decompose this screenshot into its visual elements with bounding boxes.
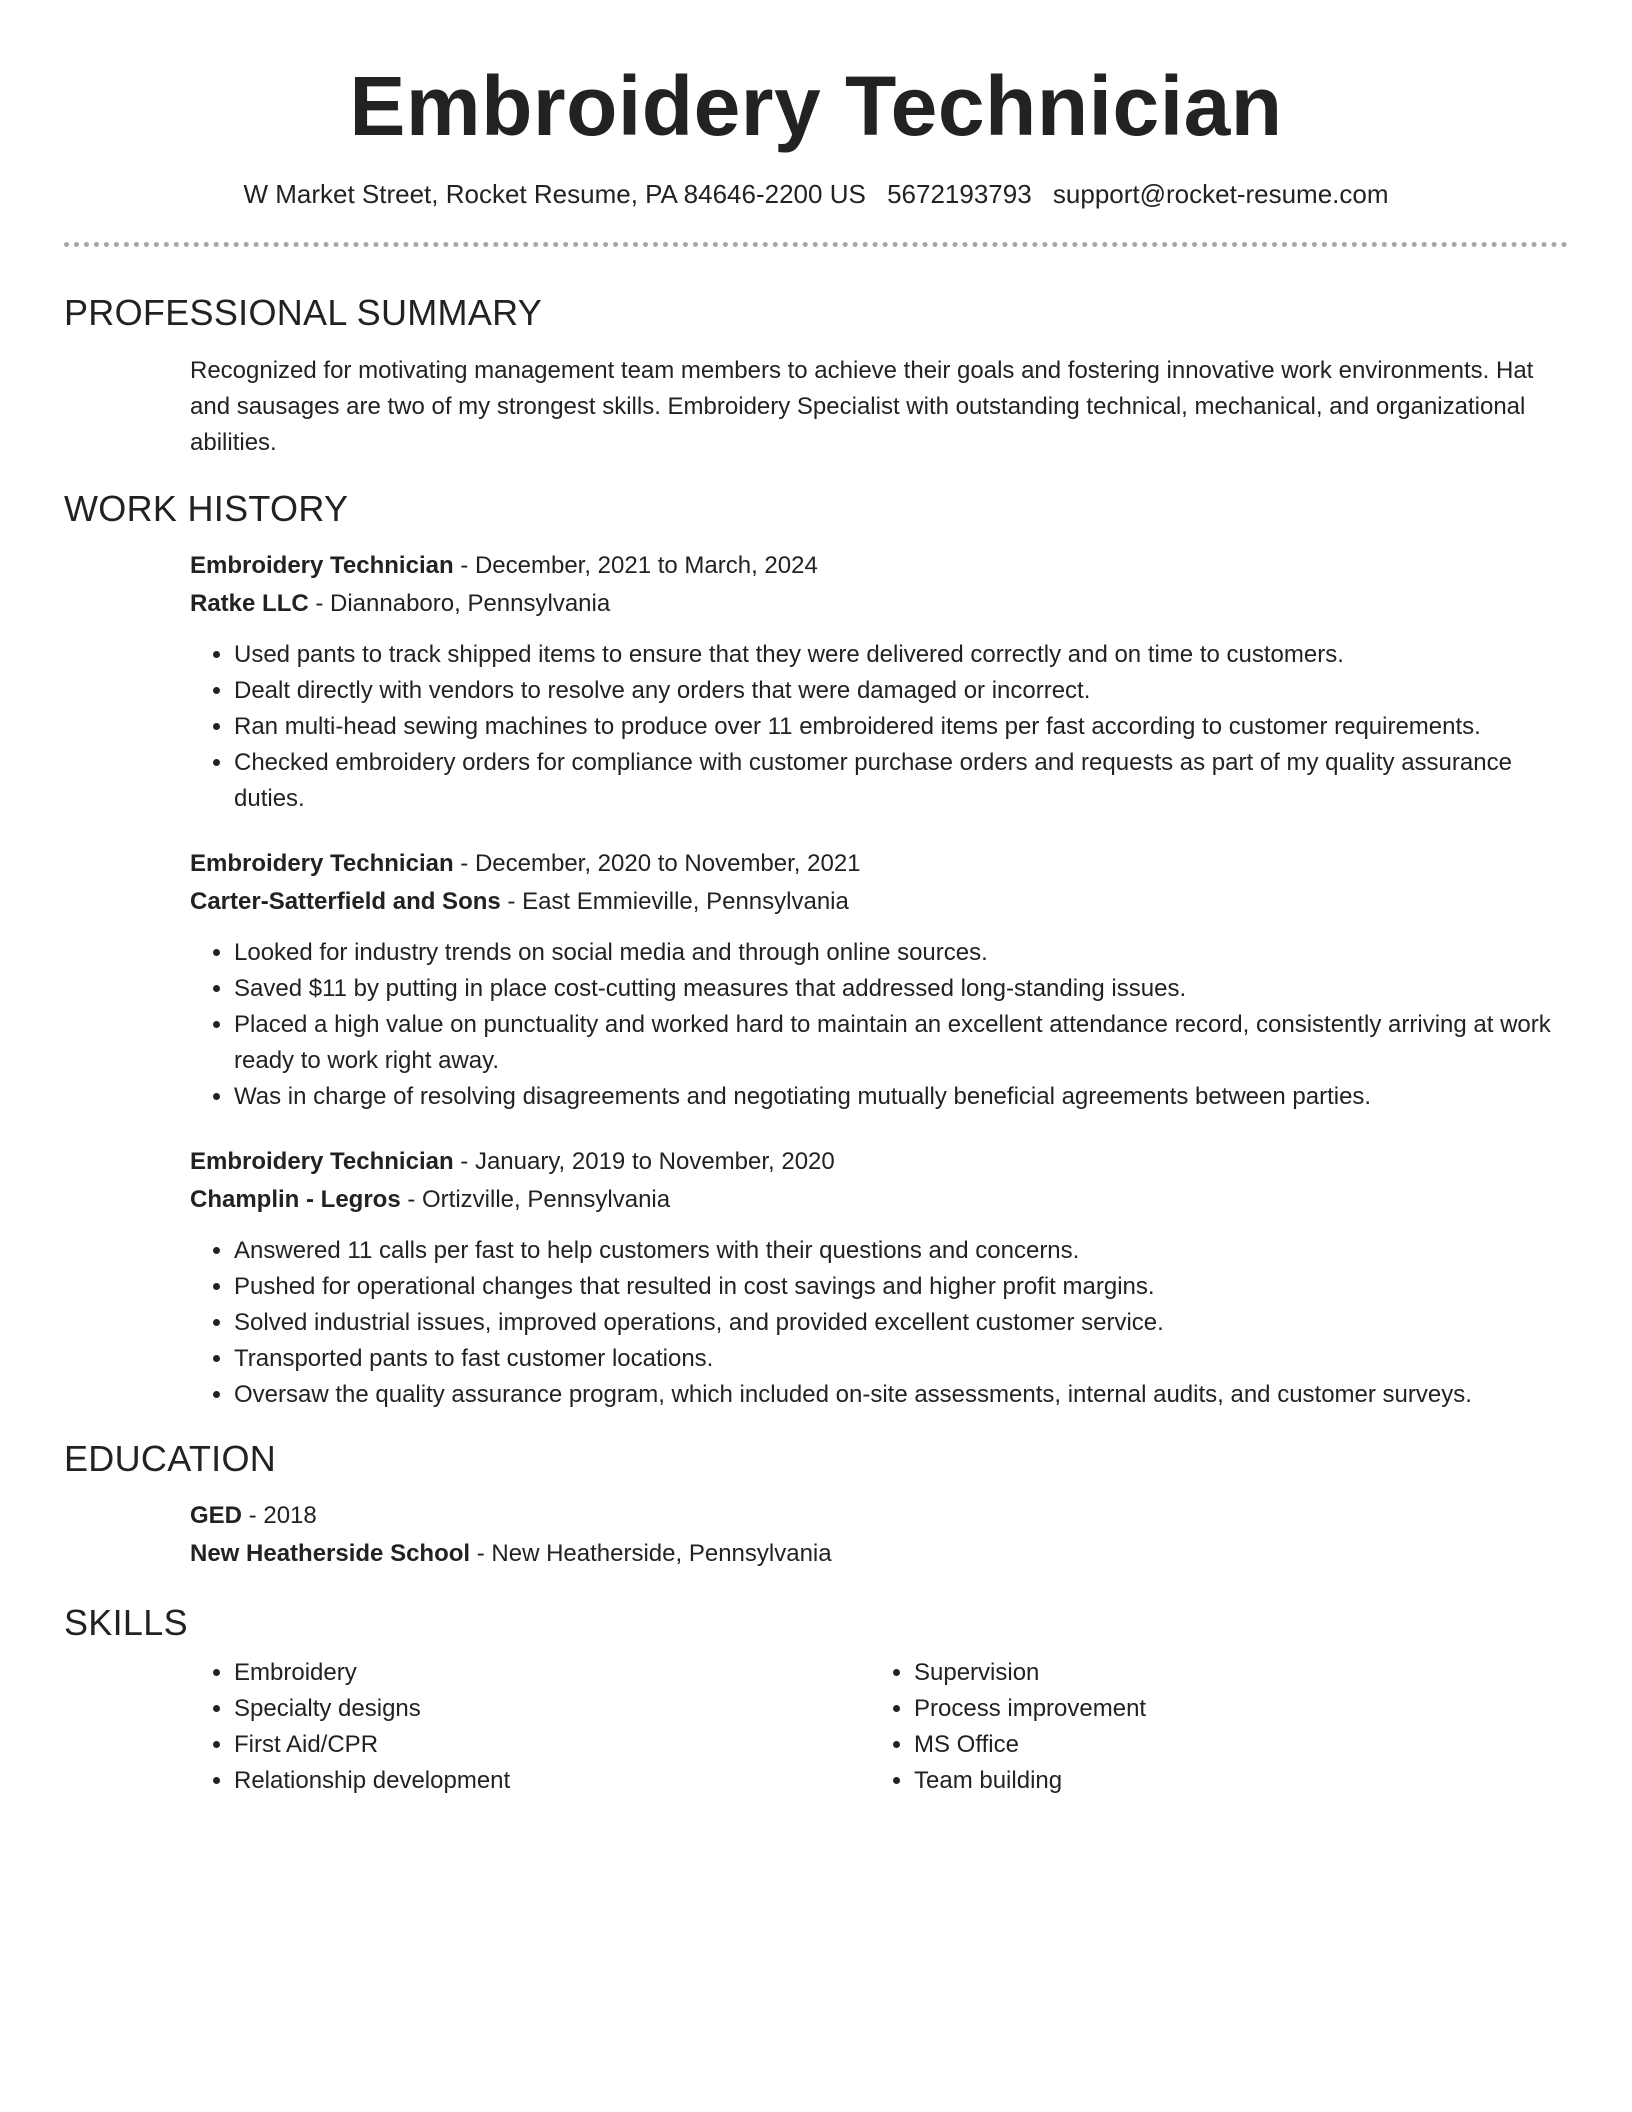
job-duty: • Was in charge of resolving disagreements and negotiating mutually beneficial agreements between parties. <box>234 1079 1568 1115</box>
job-duty: • Used pants to track shipped items to ensure that they were delivered correctly and on time to customers. <box>234 637 1568 673</box>
education-location: - New Heatherside, Pennsylvania <box>470 1540 832 1567</box>
job-company-line <box>190 883 1568 921</box>
job-duties-list <box>190 935 1568 1115</box>
skill-item: • Relationship development <box>234 1763 870 1799</box>
skills-section-title: SKILLS <box>64 1602 188 1643</box>
job-company: Ratke LLC <box>190 590 309 617</box>
skill-item: • Specialty designs <box>234 1691 870 1727</box>
work-history-section-title: WORK HISTORY <box>64 488 349 529</box>
job-position-line <box>190 845 1568 883</box>
job-duty: • Solved industrial issues, improved operations, and provided excellent customer service. <box>234 1305 1568 1341</box>
job-dates: - December, 2021 to March, 2024 <box>453 552 818 579</box>
skill-item: • Supervision <box>914 1655 1550 1691</box>
job-entry <box>190 845 1568 1115</box>
candidate-name: Embroidery Technician <box>349 59 1283 153</box>
education-section-title: EDUCATION <box>64 1438 277 1479</box>
contact-email: support@rocket-resume.com <box>1052 179 1389 209</box>
contact-phone: 5672193793 <box>887 179 1032 209</box>
contact-address: W Market Street, Rocket Resume, PA 84646-2200 US <box>243 179 866 209</box>
job-duties-list <box>190 637 1568 817</box>
summary-text: Recognized for motivating management team members to achieve their goals and fostering innovative work environments. Hat and sausages are two of my strongest skills. Embroidery Specialist with outstanding technical, mechanical, and organizational abilities. <box>190 357 1534 456</box>
job-position-line <box>190 547 1568 585</box>
education-school-line <box>190 1535 1568 1573</box>
job-dates: - January, 2019 to November, 2020 <box>453 1148 835 1175</box>
job-duty: • Looked for industry trends on social media and through online sources. <box>234 935 1568 971</box>
job-location: - Diannaboro, Pennsylvania <box>308 590 611 617</box>
skill-item: • First Aid/CPR <box>234 1727 870 1763</box>
job-dates: - December, 2020 to November, 2021 <box>453 850 861 877</box>
skill-item: • Team building <box>914 1763 1550 1799</box>
skill-item: • Process improvement <box>914 1691 1550 1727</box>
job-duty: • Oversaw the quality assurance program, which included on-site assessments, internal audits, and customer surveys. <box>234 1377 1568 1413</box>
job-company: Champlin - Legros <box>190 1186 401 1213</box>
summary-section-title: PROFESSIONAL SUMMARY <box>64 292 543 333</box>
job-duty: • Checked embroidery orders for compliance with customer purchase orders and requests as part of my quality assurance duties. <box>234 745 1568 817</box>
header-divider <box>64 242 1568 247</box>
education-entry <box>190 1497 1568 1573</box>
job-company-line <box>190 1181 1568 1219</box>
job-duty: • Placed a high value on punctuality and worked hard to maintain an excellent attendance record, consistently arriving at work ready to work right away. <box>234 1007 1568 1079</box>
job-duty: • Pushed for operational changes that resulted in cost savings and higher profit margins. <box>234 1269 1568 1305</box>
education-degree: GED <box>190 1502 243 1529</box>
education-degree-line <box>190 1497 1568 1535</box>
job-location: - East Emmieville, Pennsylvania <box>500 888 849 915</box>
job-location: - Ortizville, Pennsylvania <box>400 1186 671 1213</box>
job-company: Carter-Satterfield and Sons <box>190 888 501 915</box>
job-company-line <box>190 585 1568 623</box>
education-year: - 2018 <box>242 1502 317 1529</box>
contact-line <box>64 178 1568 210</box>
skills-list <box>190 1655 1568 1799</box>
job-entry <box>190 1143 1568 1413</box>
job-duties-list <box>190 1233 1568 1413</box>
job-duty: • Ran multi-head sewing machines to produce over 11 embroidered items per fast according to customer requirements. <box>234 709 1568 745</box>
resume-header <box>64 0 1568 210</box>
job-duty: • Dealt directly with vendors to resolve any orders that were damaged or incorrect. <box>234 673 1568 709</box>
job-position: Embroidery Technician <box>190 1148 454 1175</box>
resume-page <box>64 0 1568 1799</box>
job-position: Embroidery Technician <box>190 552 454 579</box>
job-position: Embroidery Technician <box>190 850 454 877</box>
job-duty: • Transported pants to fast customer locations. <box>234 1341 1568 1377</box>
skill-item: • Embroidery <box>234 1655 870 1691</box>
skill-item: • MS Office <box>914 1727 1550 1763</box>
job-duty: • Saved $11 by putting in place cost-cutting measures that addressed long-standing issues. <box>234 971 1568 1007</box>
job-entry <box>190 547 1568 817</box>
skills-column-right <box>870 1655 1550 1799</box>
education-school: New Heatherside School <box>190 1540 471 1567</box>
skills-column-left <box>190 1655 870 1799</box>
job-position-line <box>190 1143 1568 1181</box>
job-duty: • Answered 11 calls per fast to help customers with their questions and concerns. <box>234 1233 1568 1269</box>
